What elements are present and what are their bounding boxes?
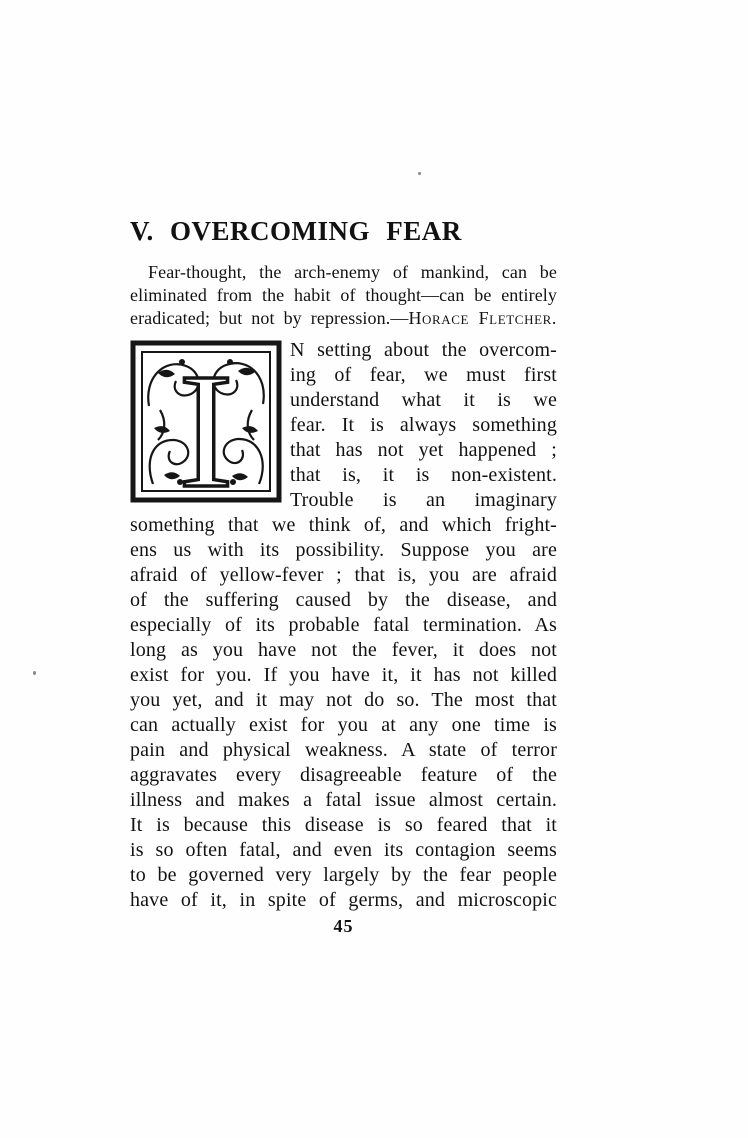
- text-line: understand what it is we: [290, 389, 557, 411]
- text-line: something that we think of, and which fright-: [130, 514, 557, 536]
- text-line: fear. It is always something: [290, 414, 557, 436]
- epigraph-line-3: [130, 307, 557, 330]
- body-paragraph: [130, 338, 557, 913]
- text-line: that is, it is non-existent.: [290, 464, 557, 486]
- text-line: can actually exist for you at any one time is: [130, 714, 557, 736]
- text-line: to be governed very largely by the fear people: [130, 864, 557, 886]
- text-line: ens us with its possibility. Suppose you are: [130, 539, 557, 561]
- text-line: you yet, and it may not do so. The most that: [130, 689, 557, 711]
- text-line: long as you have not the fever, it does not: [130, 639, 557, 661]
- scan-artifact-dot: [418, 172, 421, 175]
- epigraph: [130, 261, 557, 330]
- text-line: illness and makes a fatal issue almost certain.: [130, 789, 557, 811]
- text-line: that has not yet happened ;: [290, 439, 557, 461]
- page-number: 45: [333, 916, 354, 936]
- text-line: have of it, in spite of germs, and microscopic: [130, 889, 557, 911]
- epigraph-line-3-text: eradicated; but not by repression.—: [130, 308, 409, 328]
- scan-artifact-dot: [33, 671, 36, 675]
- epigraph-line-2: eliminated from the habit of thought—can be entirely: [130, 285, 557, 305]
- text-line: It is because this disease is so feared that it: [130, 814, 557, 836]
- text-line: ing of fear, we must first: [290, 364, 557, 386]
- text-line: of the suffering caused by the disease, and: [130, 589, 557, 611]
- woodcut-initial-icon: [130, 340, 282, 503]
- text-line: especially of its probable fatal termination. As: [130, 614, 557, 636]
- text-line: Trouble is an imaginary: [290, 489, 557, 511]
- text-line: exist for you. If you have it, it has not killed: [130, 664, 557, 686]
- text-line: N setting about the overcom-: [290, 339, 557, 361]
- drop-cap-letter: I: [178, 340, 234, 503]
- text-line: aggravates every disagreeable feature of the: [130, 764, 557, 786]
- text-line: pain and physical weakness. A state of terror: [130, 739, 557, 761]
- epigraph-attribution: Horace Fletcher.: [408, 308, 557, 328]
- decorative-initial-capital: [130, 340, 282, 503]
- chapter-heading: V. OVERCOMING FEAR: [130, 216, 462, 246]
- epigraph-line-1: Fear-thought, the arch-enemy of mankind, can be: [148, 262, 557, 282]
- text-line: afraid of yellow-fever ; that is, you are afraid: [130, 564, 557, 586]
- text-line: is so often fatal, and even its contagion seems: [130, 839, 557, 861]
